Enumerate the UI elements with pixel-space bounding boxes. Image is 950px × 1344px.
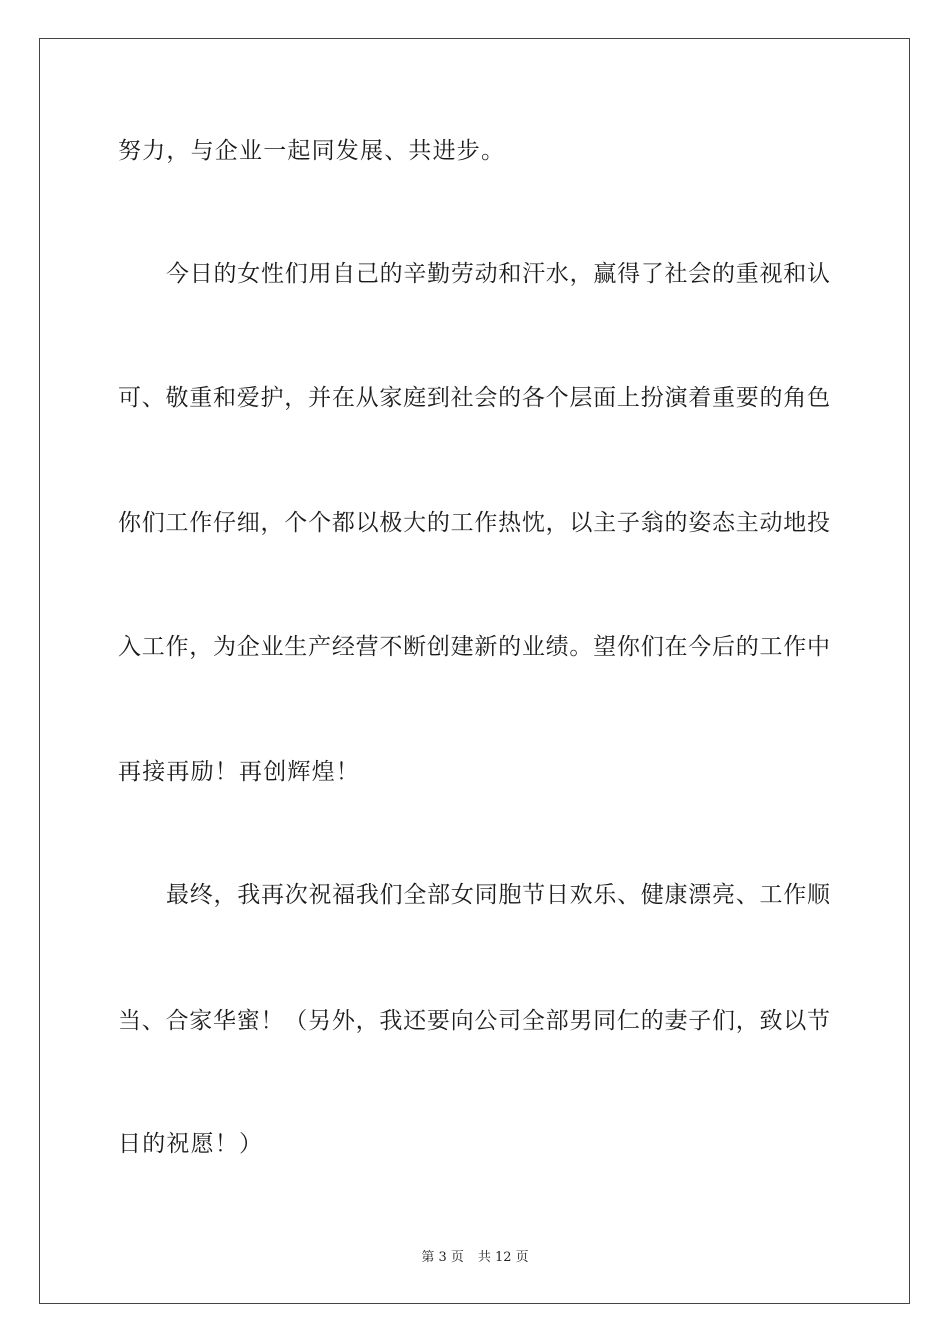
page-total: 共 12 页	[477, 1250, 529, 1265]
text-line: 努力，与企业一起同发展、共进步。	[118, 138, 506, 164]
page-footer	[0, 1246, 950, 1265]
page-number: 第 3 页	[421, 1250, 464, 1265]
page-frame	[39, 38, 910, 1304]
text-line: 最终，我再次祝福我们全部女同胞节日欢乐、健康漂亮、工作顺	[166, 882, 830, 908]
text-line: 入工作，为企业生产经营不断创建新的业绩。望你们在今后的工作中	[118, 634, 830, 660]
text-line: 当、合家华蜜！（另外，我还要向公司全部男同仁的妻子们，致以节	[118, 1008, 830, 1034]
text-line: 再接再励！再创辉煌！	[118, 759, 360, 785]
text-line: 日的祝愿！）	[118, 1131, 264, 1157]
text-line: 可、敬重和爱护，并在从家庭到社会的各个层面上扮演着重要的角色	[118, 385, 830, 411]
text-line: 你们工作仔细，个个都以极大的工作热忱，以主子翁的姿态主动地投	[118, 510, 830, 536]
text-line: 今日的女性们用自己的辛勤劳动和汗水，赢得了社会的重视和认	[166, 261, 830, 287]
